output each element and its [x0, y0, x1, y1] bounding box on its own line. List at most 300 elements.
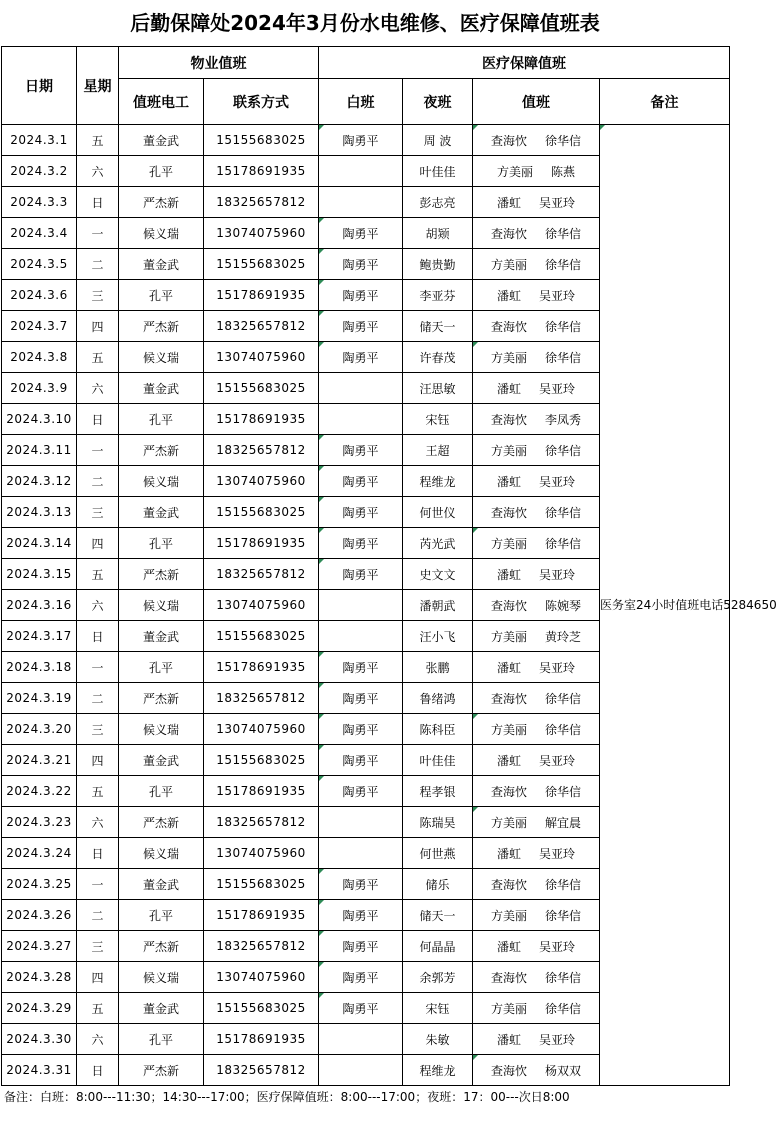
duty-name-2: 徐华信 — [545, 722, 582, 737]
electrician-cell: 候义瑞 — [119, 218, 204, 249]
night-shift-cell: 朱敏 — [403, 1024, 473, 1055]
phone-cell: 18325657812 — [204, 559, 319, 590]
duty-name-2: 徐华信 — [545, 133, 582, 148]
duty-name-2: 黄玲芝 — [545, 629, 582, 644]
cell-comment-marker-icon — [319, 776, 324, 781]
weekday-cell: 六 — [77, 373, 119, 404]
duty-cell — [473, 528, 600, 559]
phone-cell: 18325657812 — [204, 807, 319, 838]
day-shift-cell — [319, 249, 403, 280]
duty-name-1: 查海忺 — [490, 133, 527, 148]
cell-comment-marker-icon — [319, 714, 324, 719]
duty-name-1: 查海忺 — [490, 784, 527, 799]
day-shift-cell — [319, 497, 403, 528]
day-shift-cell — [319, 621, 403, 652]
cell-comment-marker-icon — [473, 342, 478, 347]
day-shift-cell — [319, 156, 403, 187]
day-shift-name: 陶勇平 — [342, 567, 379, 582]
cell-comment-marker-icon — [319, 218, 324, 223]
phone-cell: 18325657812 — [204, 1055, 319, 1086]
day-shift-name: 陶勇平 — [342, 133, 379, 148]
day-shift-name: 陶勇平 — [342, 908, 379, 923]
header-weekday: 星期 — [77, 47, 119, 125]
date-cell: 2024.3.18 — [2, 652, 77, 683]
cell-comment-marker-icon — [319, 311, 324, 316]
weekday-cell: 日 — [77, 404, 119, 435]
weekday-cell: 一 — [77, 435, 119, 466]
duty-cell — [473, 900, 600, 931]
duty-name-1: 潘虹 — [496, 474, 521, 489]
electrician-cell: 董金武 — [119, 869, 204, 900]
duty-name-2: 吴亚玲 — [539, 474, 576, 489]
duty-name-1: 潘虹 — [496, 195, 521, 210]
duty-name-2: 徐华信 — [545, 1001, 582, 1016]
duty-name-1: 查海忺 — [490, 1063, 527, 1078]
weekday-cell: 二 — [77, 683, 119, 714]
electrician-cell: 严杰新 — [119, 187, 204, 218]
night-shift-cell: 程维龙 — [403, 466, 473, 497]
duty-cell — [473, 962, 600, 993]
date-cell: 2024.3.23 — [2, 807, 77, 838]
duty-cell — [473, 249, 600, 280]
day-shift-name: 陶勇平 — [342, 970, 379, 985]
day-shift-name: 陶勇平 — [342, 691, 379, 706]
night-shift-cell: 陈科臣 — [403, 714, 473, 745]
electrician-cell: 严杰新 — [119, 435, 204, 466]
duty-cell — [473, 373, 600, 404]
day-shift-cell — [319, 869, 403, 900]
night-shift-cell: 陈瑞昊 — [403, 807, 473, 838]
weekday-cell: 四 — [77, 528, 119, 559]
electrician-cell: 候义瑞 — [119, 714, 204, 745]
duty-name-1: 查海忺 — [490, 970, 527, 985]
date-cell: 2024.3.9 — [2, 373, 77, 404]
day-shift-name: 陶勇平 — [342, 226, 379, 241]
duty-cell — [473, 838, 600, 869]
duty-name-1: 潘虹 — [496, 939, 521, 954]
duty-cell — [473, 218, 600, 249]
duty-name-1: 查海忺 — [490, 319, 527, 334]
duty-name-2: 李凤秀 — [545, 412, 582, 427]
phone-cell: 15178691935 — [204, 528, 319, 559]
day-shift-name: 陶勇平 — [342, 319, 379, 334]
duty-cell — [473, 590, 600, 621]
header-contact: 联系方式 — [204, 79, 319, 125]
cell-comment-marker-icon — [319, 683, 324, 688]
duty-name-2: 吴亚玲 — [539, 660, 576, 675]
night-shift-cell: 程维龙 — [403, 1055, 473, 1086]
page-title: 后勤保障处2024年3月份水电维修、医疗保障值班表 — [130, 11, 600, 35]
date-cell: 2024.3.28 — [2, 962, 77, 993]
electrician-cell: 严杰新 — [119, 807, 204, 838]
weekday-cell: 五 — [77, 993, 119, 1024]
duty-name-2: 徐华信 — [545, 784, 582, 799]
day-shift-name: 陶勇平 — [342, 257, 379, 272]
weekday-cell: 四 — [77, 311, 119, 342]
night-shift-cell: 胡颎 — [403, 218, 473, 249]
day-shift-cell — [319, 993, 403, 1024]
duty-name-2: 吴亚玲 — [539, 846, 576, 861]
weekday-cell: 六 — [77, 590, 119, 621]
phone-cell: 13074075960 — [204, 342, 319, 373]
phone-cell: 13074075960 — [204, 714, 319, 745]
electrician-cell: 孔平 — [119, 404, 204, 435]
cell-comment-marker-icon — [473, 714, 478, 719]
day-shift-cell — [319, 280, 403, 311]
duty-name-1: 方美丽 — [490, 815, 527, 830]
day-shift-cell — [319, 838, 403, 869]
duty-name-1: 查海忺 — [490, 877, 527, 892]
phone-cell: 15155683025 — [204, 497, 319, 528]
duty-name-1: 潘虹 — [496, 846, 521, 861]
weekday-cell: 四 — [77, 745, 119, 776]
date-cell: 2024.3.7 — [2, 311, 77, 342]
night-shift-cell: 储乐 — [403, 869, 473, 900]
phone-cell: 13074075960 — [204, 838, 319, 869]
cell-comment-marker-icon — [319, 559, 324, 564]
duty-cell — [473, 125, 600, 156]
duty-name-1: 查海忺 — [490, 412, 527, 427]
weekday-cell: 二 — [77, 249, 119, 280]
weekday-cell: 五 — [77, 125, 119, 156]
day-shift-cell — [319, 1055, 403, 1086]
duty-name-2: 杨双双 — [545, 1063, 582, 1078]
duty-name-2: 徐华信 — [545, 226, 582, 241]
header-medical-duty: 医疗保障值班 — [319, 47, 730, 79]
weekday-cell: 一 — [77, 218, 119, 249]
duty-name-1: 查海忺 — [490, 691, 527, 706]
duty-name-1: 查海忺 — [490, 598, 527, 613]
night-shift-cell: 宋钰 — [403, 404, 473, 435]
header-electrician: 值班电工 — [119, 79, 204, 125]
duty-cell — [473, 869, 600, 900]
electrician-cell: 孔平 — [119, 1024, 204, 1055]
night-shift-cell: 叶佳佳 — [403, 745, 473, 776]
header-night-shift: 夜班 — [403, 79, 473, 125]
day-shift-name: 陶勇平 — [342, 443, 379, 458]
weekday-cell: 五 — [77, 776, 119, 807]
night-shift-cell: 许春茂 — [403, 342, 473, 373]
electrician-cell: 候义瑞 — [119, 962, 204, 993]
date-cell: 2024.3.14 — [2, 528, 77, 559]
night-shift-cell: 鲍贵勤 — [403, 249, 473, 280]
day-shift-cell — [319, 187, 403, 218]
duty-cell — [473, 776, 600, 807]
duty-name-2: 徐华信 — [545, 536, 582, 551]
day-shift-name: 陶勇平 — [342, 877, 379, 892]
day-shift-name: 陶勇平 — [342, 505, 379, 520]
date-cell: 2024.3.15 — [2, 559, 77, 590]
phone-cell: 13074075960 — [204, 218, 319, 249]
day-shift-name: 陶勇平 — [342, 350, 379, 365]
day-shift-cell — [319, 931, 403, 962]
electrician-cell: 候义瑞 — [119, 342, 204, 373]
weekday-cell: 二 — [77, 900, 119, 931]
night-shift-cell: 汪小飞 — [403, 621, 473, 652]
night-shift-cell: 彭志亮 — [403, 187, 473, 218]
duty-name-1: 方美丽 — [490, 536, 527, 551]
day-shift-cell — [319, 652, 403, 683]
weekday-cell: 日 — [77, 838, 119, 869]
duty-cell — [473, 435, 600, 466]
remarks-text: 医务室24小时值班电话5284650 — [600, 598, 777, 612]
remarks-cell — [600, 125, 777, 1086]
day-shift-name: 陶勇平 — [342, 1001, 379, 1016]
night-shift-cell: 程孝银 — [403, 776, 473, 807]
night-shift-cell: 史文文 — [403, 559, 473, 590]
duty-cell — [473, 745, 600, 776]
duty-name-2: 徐华信 — [545, 443, 582, 458]
night-shift-cell: 汪思敏 — [403, 373, 473, 404]
weekday-cell: 六 — [77, 1024, 119, 1055]
cell-comment-marker-icon — [473, 528, 478, 533]
duty-cell — [473, 621, 600, 652]
header-day-shift: 白班 — [319, 79, 403, 125]
date-cell: 2024.3.30 — [2, 1024, 77, 1055]
date-cell: 2024.3.1 — [2, 125, 77, 156]
day-shift-name: 陶勇平 — [342, 753, 379, 768]
phone-cell: 15178691935 — [204, 1024, 319, 1055]
footnote: 备注：白班：8:00---11:30；14:30---17:00；医疗保障值班：8:00---17:00；夜班：17：00---次日8:00 — [4, 1090, 570, 1104]
header-duty: 值班 — [473, 79, 600, 125]
duty-name-1: 方美丽 — [490, 350, 527, 365]
phone-cell: 15155683025 — [204, 125, 319, 156]
weekday-cell: 三 — [77, 497, 119, 528]
duty-name-1: 方美丽 — [490, 722, 527, 737]
phone-cell: 13074075960 — [204, 962, 319, 993]
date-cell: 2024.3.21 — [2, 745, 77, 776]
day-shift-cell — [319, 373, 403, 404]
duty-name-2: 吴亚玲 — [539, 381, 576, 396]
cell-comment-marker-icon — [319, 528, 324, 533]
weekday-cell: 五 — [77, 342, 119, 373]
table-row — [2, 125, 730, 156]
date-cell: 2024.3.6 — [2, 280, 77, 311]
electrician-cell: 严杰新 — [119, 1055, 204, 1086]
date-cell: 2024.3.29 — [2, 993, 77, 1024]
weekday-cell: 三 — [77, 280, 119, 311]
header-date: 日期 — [2, 47, 77, 125]
duty-cell — [473, 187, 600, 218]
duty-name-2: 吴亚玲 — [539, 1032, 576, 1047]
duty-name-2: 徐华信 — [545, 505, 582, 520]
night-shift-cell: 储天一 — [403, 900, 473, 931]
phone-cell: 18325657812 — [204, 931, 319, 962]
electrician-cell: 董金武 — [119, 373, 204, 404]
phone-cell: 15178691935 — [204, 280, 319, 311]
cell-comment-marker-icon — [319, 466, 324, 471]
duty-cell — [473, 683, 600, 714]
weekday-cell: 三 — [77, 714, 119, 745]
night-shift-cell: 宋钰 — [403, 993, 473, 1024]
day-shift-cell — [319, 342, 403, 373]
night-shift-cell: 余郭芳 — [403, 962, 473, 993]
duty-cell — [473, 1055, 600, 1086]
date-cell: 2024.3.3 — [2, 187, 77, 218]
cell-comment-marker-icon — [319, 993, 324, 998]
night-shift-cell: 何世仪 — [403, 497, 473, 528]
cell-comment-marker-icon — [319, 869, 324, 874]
electrician-cell: 候义瑞 — [119, 590, 204, 621]
date-cell: 2024.3.31 — [2, 1055, 77, 1086]
night-shift-cell: 李亚芬 — [403, 280, 473, 311]
day-shift-cell — [319, 125, 403, 156]
weekday-cell: 三 — [77, 931, 119, 962]
day-shift-cell — [319, 714, 403, 745]
phone-cell: 13074075960 — [204, 466, 319, 497]
cell-comment-marker-icon — [319, 745, 324, 750]
date-cell: 2024.3.12 — [2, 466, 77, 497]
duty-cell — [473, 931, 600, 962]
weekday-cell: 四 — [77, 962, 119, 993]
cell-comment-marker-icon — [473, 1055, 478, 1060]
date-cell: 2024.3.22 — [2, 776, 77, 807]
electrician-cell: 严杰新 — [119, 683, 204, 714]
date-cell: 2024.3.4 — [2, 218, 77, 249]
duty-name-2: 吴亚玲 — [539, 195, 576, 210]
weekday-cell: 六 — [77, 807, 119, 838]
night-shift-cell: 何世燕 — [403, 838, 473, 869]
weekday-cell: 二 — [77, 466, 119, 497]
day-shift-cell — [319, 590, 403, 621]
duty-cell — [473, 311, 600, 342]
weekday-cell: 一 — [77, 869, 119, 900]
date-cell: 2024.3.13 — [2, 497, 77, 528]
duty-cell — [473, 497, 600, 528]
header-property-duty: 物业值班 — [119, 47, 319, 79]
electrician-cell: 孔平 — [119, 528, 204, 559]
electrician-cell: 董金武 — [119, 249, 204, 280]
day-shift-cell — [319, 745, 403, 776]
duty-table — [1, 46, 777, 1086]
day-shift-cell — [319, 435, 403, 466]
duty-name-1: 方美丽 — [490, 629, 527, 644]
duty-cell — [473, 652, 600, 683]
day-shift-name: 陶勇平 — [342, 536, 379, 551]
phone-cell: 18325657812 — [204, 311, 319, 342]
night-shift-cell: 叶佳佳 — [403, 156, 473, 187]
date-cell: 2024.3.10 — [2, 404, 77, 435]
cell-comment-marker-icon — [319, 342, 324, 347]
duty-name-1: 方美丽 — [490, 257, 527, 272]
electrician-cell: 董金武 — [119, 497, 204, 528]
electrician-cell: 董金武 — [119, 745, 204, 776]
day-shift-cell — [319, 404, 403, 435]
electrician-cell: 严杰新 — [119, 559, 204, 590]
cell-comment-marker-icon — [600, 125, 605, 130]
weekday-cell: 日 — [77, 1055, 119, 1086]
night-shift-cell: 张鹏 — [403, 652, 473, 683]
day-shift-cell — [319, 962, 403, 993]
date-cell: 2024.3.2 — [2, 156, 77, 187]
night-shift-cell: 芮光武 — [403, 528, 473, 559]
electrician-cell: 孔平 — [119, 900, 204, 931]
day-shift-cell — [319, 683, 403, 714]
day-shift-cell — [319, 900, 403, 931]
day-shift-cell — [319, 559, 403, 590]
duty-name-1: 查海忺 — [490, 505, 527, 520]
duty-cell — [473, 280, 600, 311]
duty-cell — [473, 993, 600, 1024]
header-remarks: 备注 — [600, 79, 730, 125]
phone-cell: 15178691935 — [204, 156, 319, 187]
phone-cell: 15178691935 — [204, 652, 319, 683]
cell-comment-marker-icon — [319, 497, 324, 502]
day-shift-name: 陶勇平 — [342, 660, 379, 675]
cell-comment-marker-icon — [319, 249, 324, 254]
phone-cell: 15155683025 — [204, 993, 319, 1024]
duty-name-2: 吴亚玲 — [539, 753, 576, 768]
electrician-cell: 董金武 — [119, 125, 204, 156]
cell-comment-marker-icon — [319, 435, 324, 440]
night-shift-cell: 鲁绪鸿 — [403, 683, 473, 714]
duty-name-1: 潘虹 — [496, 1032, 521, 1047]
duty-name-2: 徐华信 — [545, 970, 582, 985]
weekday-cell: 一 — [77, 652, 119, 683]
day-shift-name: 陶勇平 — [342, 939, 379, 954]
duty-cell — [473, 466, 600, 497]
electrician-cell: 严杰新 — [119, 311, 204, 342]
phone-cell: 15155683025 — [204, 373, 319, 404]
date-cell: 2024.3.11 — [2, 435, 77, 466]
weekday-cell: 五 — [77, 559, 119, 590]
date-cell: 2024.3.20 — [2, 714, 77, 745]
phone-cell: 18325657812 — [204, 683, 319, 714]
night-shift-cell: 储天一 — [403, 311, 473, 342]
duty-name-1: 方美丽 — [490, 443, 527, 458]
duty-cell — [473, 404, 600, 435]
duty-name-2: 解宜晨 — [545, 815, 582, 830]
cell-comment-marker-icon — [319, 900, 324, 905]
night-shift-cell: 何晶晶 — [403, 931, 473, 962]
duty-cell — [473, 714, 600, 745]
duty-name-2: 陈婉琴 — [545, 598, 582, 613]
weekday-cell: 日 — [77, 187, 119, 218]
day-shift-cell — [319, 1024, 403, 1055]
cell-comment-marker-icon — [319, 931, 324, 936]
phone-cell: 15155683025 — [204, 869, 319, 900]
day-shift-name: 陶勇平 — [342, 722, 379, 737]
day-shift-cell — [319, 466, 403, 497]
date-cell: 2024.3.27 — [2, 931, 77, 962]
duty-cell — [473, 559, 600, 590]
date-cell: 2024.3.16 — [2, 590, 77, 621]
day-shift-cell — [319, 776, 403, 807]
phone-cell: 15155683025 — [204, 745, 319, 776]
cell-comment-marker-icon — [319, 962, 324, 967]
duty-name-1: 潘虹 — [496, 288, 521, 303]
duty-name-1: 潘虹 — [496, 381, 521, 396]
cell-comment-marker-icon — [473, 807, 478, 812]
duty-name-2: 陈燕 — [551, 164, 576, 179]
night-shift-cell: 周 波 — [403, 125, 473, 156]
duty-cell — [473, 342, 600, 373]
date-cell: 2024.3.25 — [2, 869, 77, 900]
electrician-cell: 董金武 — [119, 993, 204, 1024]
electrician-cell: 候义瑞 — [119, 838, 204, 869]
day-shift-cell — [319, 807, 403, 838]
cell-comment-marker-icon — [473, 125, 478, 130]
date-cell: 2024.3.5 — [2, 249, 77, 280]
phone-cell: 18325657812 — [204, 187, 319, 218]
duty-name-1: 方美丽 — [490, 908, 527, 923]
electrician-cell: 孔平 — [119, 280, 204, 311]
night-shift-cell: 王超 — [403, 435, 473, 466]
phone-cell: 13074075960 — [204, 590, 319, 621]
day-shift-name: 陶勇平 — [342, 784, 379, 799]
electrician-cell: 严杰新 — [119, 931, 204, 962]
date-cell: 2024.3.24 — [2, 838, 77, 869]
